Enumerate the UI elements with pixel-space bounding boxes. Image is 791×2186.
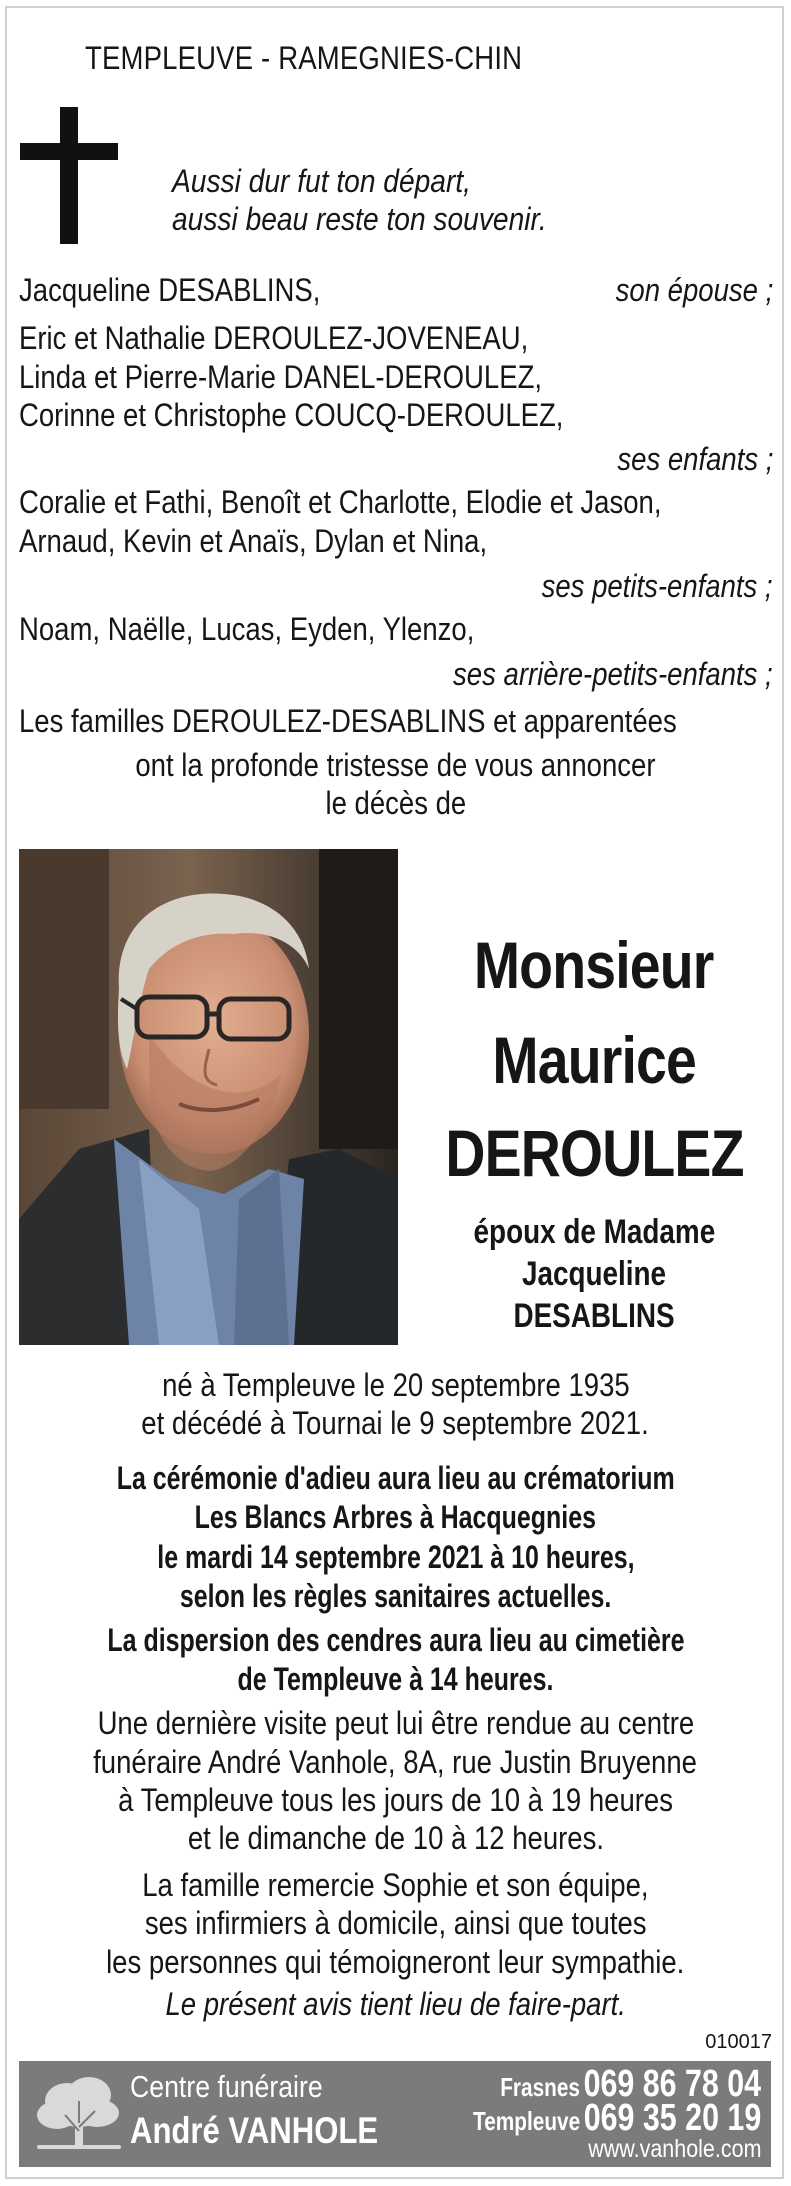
spouse-name: Jacqueline DESABLINS,: [19, 272, 321, 308]
announcement-line-2: le décès de: [325, 785, 466, 821]
ceremony-line-4: selon les règles sanitaires actuelles.: [179, 1578, 612, 1614]
grandchildren-line-2: Arnaud, Kevin et Anaïs, Dylan et Nina,: [19, 523, 488, 559]
death-line: et décédé à Tournai le 9 septembre 2021.: [141, 1405, 650, 1441]
thanks-line-2: ses infirmiers à domicile, ainsi que toutes: [144, 1905, 647, 1941]
footer-label: Centre funéraire: [130, 2069, 323, 2104]
birth-line: né à Templeuve le 20 septembre 1935: [161, 1367, 630, 1403]
phone-frasnes-city: Frasnes: [500, 2072, 580, 2102]
location-header: TEMPLEUVE - RAMEGNIES-CHIN: [85, 40, 523, 76]
deceased-last-name: DEROULEZ: [444, 1116, 744, 1190]
website-link[interactable]: www.vanhole.com: [587, 2135, 761, 2163]
footer-company-name: André VANHOLE: [130, 2110, 379, 2151]
children-role: ses enfants ;: [616, 441, 773, 477]
thanks-line-3: les personnes qui témoigneront leur sympathie.: [106, 1944, 685, 1980]
deceased-photo: [19, 849, 398, 1345]
notice-line: Le présent avis tient lieu de faire-part.: [165, 1986, 626, 2022]
visit-line-4: et le dimanche de 10 à 12 heures.: [187, 1820, 604, 1856]
dispersion-line-1: La dispersion des cendres aura lieu au cimetière: [106, 1622, 685, 1658]
announcement-line-1: ont la profonde tristesse de vous annoncer: [135, 747, 656, 783]
dispersion-line-2: de Templeuve à 14 heures.: [237, 1661, 554, 1697]
great-grandchildren-role: ses arrière-petits-enfants ;: [453, 656, 773, 692]
phone-frasnes-number: 069 86 78 04: [583, 2063, 761, 2105]
visit-line-2: funéraire André Vanhole, 8A, rue Justin Bruyenne: [93, 1744, 698, 1780]
families-line: Les familles DEROULEZ-DESABLINS et apparentées: [19, 703, 677, 739]
phone-templeuve-city: Templeuve: [472, 2106, 580, 2136]
ceremony-line-1: La cérémonie d'adieu aura lieu au crématorium: [116, 1460, 675, 1496]
quote-line-2: aussi beau reste ton souvenir.: [172, 201, 547, 237]
reference-code: 010017: [705, 2031, 772, 2053]
spouse-of-line-1: époux de Madame: [473, 1213, 715, 1251]
phone-templeuve-number: 069 35 20 19: [583, 2097, 761, 2139]
ceremony-line-2: Les Blancs Arbres à Hacquegnies: [194, 1499, 597, 1535]
phone-templeuve: [401, 2097, 761, 2140]
deceased-title: Monsieur: [474, 928, 714, 1002]
visit-line-1: Une dernière visite peut lui être rendue au centre: [97, 1705, 694, 1741]
funeral-home-footer: [19, 2061, 771, 2167]
quote-line-1: Aussi dur fut ton départ,: [172, 163, 471, 199]
tree-logo-icon: [27, 2071, 137, 2155]
ceremony-line-3: le mardi 14 septembre 2021 à 10 heures,: [156, 1539, 635, 1575]
spouse-of-line-2: Jacqueline DESABLINS: [513, 1255, 675, 1335]
child-line-2: Linda et Pierre-Marie DANEL-DEROULEZ,: [19, 359, 543, 395]
grandchildren-role: ses petits-enfants ;: [542, 568, 773, 604]
great-grandchildren-line: Noam, Naëlle, Lucas, Eyden, Ylenzo,: [19, 611, 475, 647]
visit-line-3: à Templeuve tous les jours de 10 à 19 heures: [118, 1782, 673, 1818]
child-line-3: Corinne et Christophe COUCQ-DEROULEZ,: [19, 397, 564, 433]
deceased-first-name: Maurice: [492, 1023, 696, 1097]
child-line-1: Eric et Nathalie DEROULEZ-JOVENEAU,: [19, 320, 529, 356]
thanks-line-1: La famille remercie Sophie et son équipe,: [142, 1867, 649, 1903]
grandchildren-line-1: Coralie et Fathi, Benoît et Charlotte, Elodie et Jason,: [19, 484, 662, 520]
spouse-role: son épouse ;: [615, 272, 773, 308]
